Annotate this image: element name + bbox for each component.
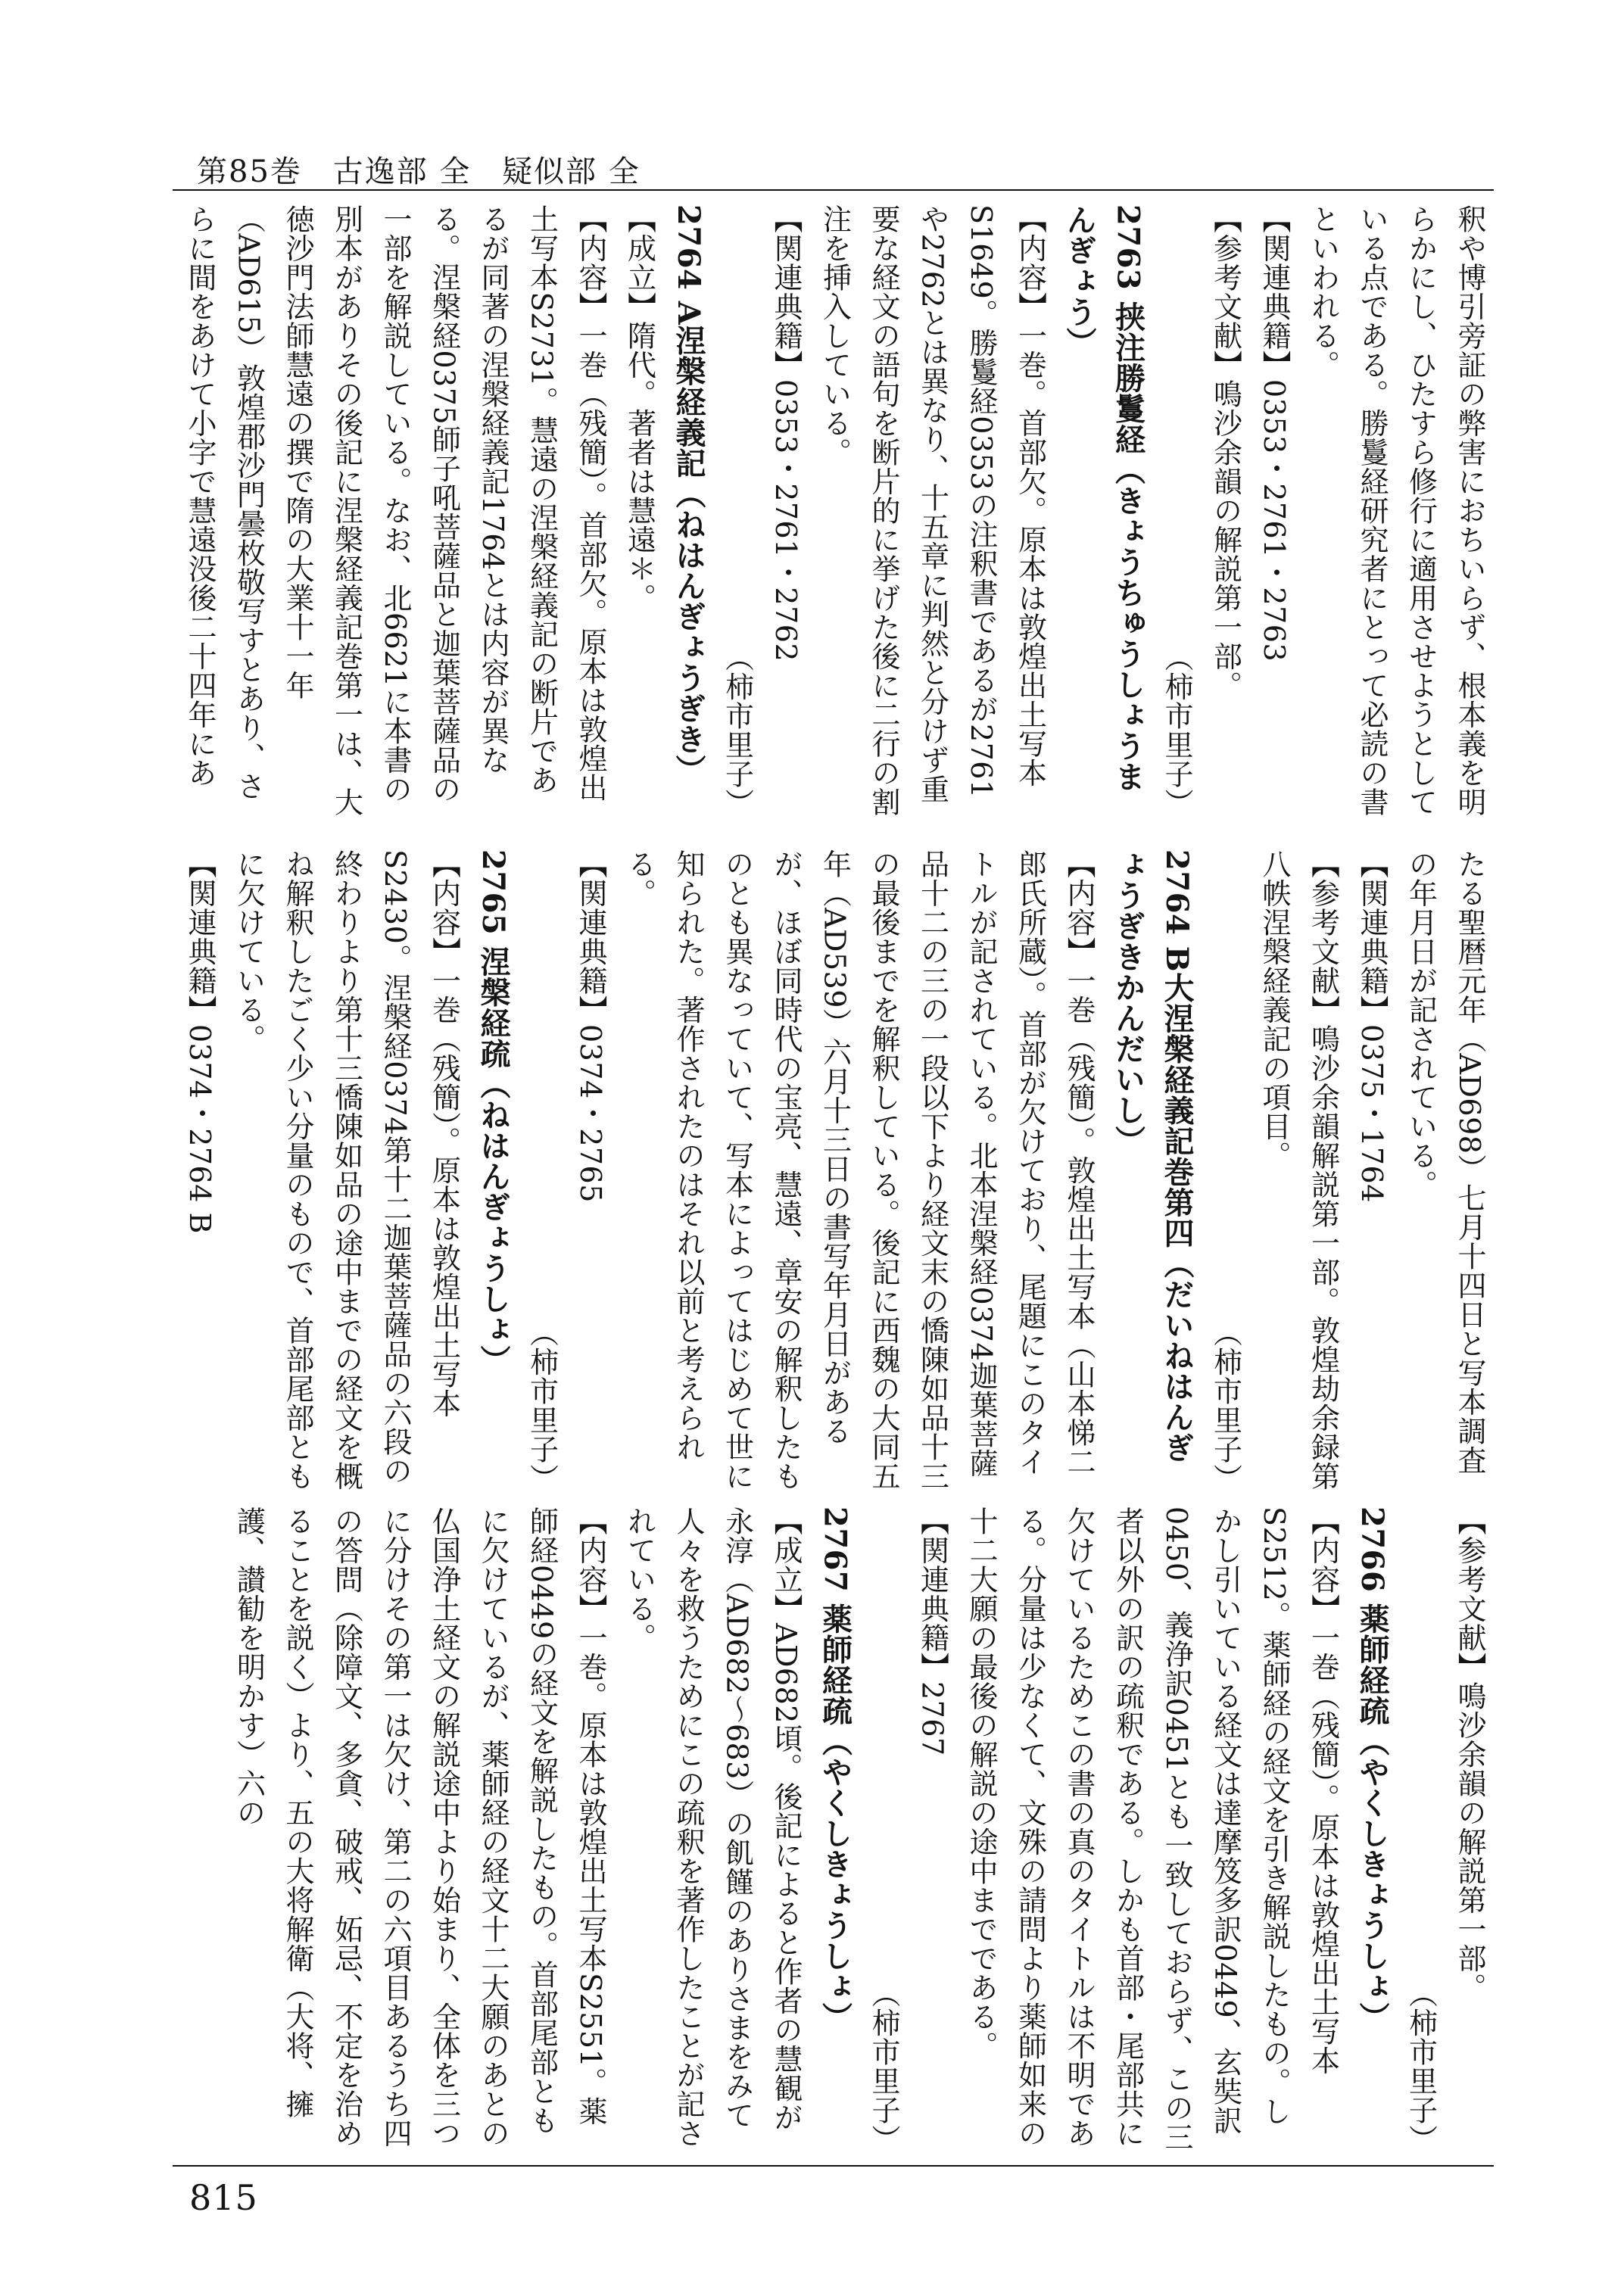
entry-paragraph: 【内容】一巻（残簡）。首部欠。原本は敦煌出土写本S2731。慧遠の涅槃経義記の断片であるが同著の涅槃経義記1764とは内容が異なる。涅槃経0375師子吼菩薩品と迦葉菩薩品の一部を解説している。なお、北6621に本書の別本がありその後記に涅槃経義記巻第一は、大徳沙門法師慧遠の撰で隋の大業十一年（AD615）敦煌郡沙門曇枚敬写すとあり、さらに間をあけて小字で慧遠没後二十四年にあ [183, 204, 607, 817]
entry-title: 2766 薬師経疏（やくしきょうしょ） [1354, 1506, 1390, 2033]
entry-paragraph: 【関連典籍】0374・2765 [574, 849, 607, 1203]
entry-paragraph: 【内容】一巻（残簡）。敦煌出土写本（山本悌二郎氏所蔵）。首部が欠けており、尾題にこのタイトルが記されている。北本涅槃経0374迦葉菩薩品十二の三の一段以下より経文末の憍陳如品十三の最後までを解釈している。後記に西魏の大同五年（AD539）六月十三日の書写年月日があるが、ほぼ同時代の宝亮、慧遠、章安の解釈したものとも異なっていて、写本によってはじめて世に知られた。著作されたのはそれ以前と考えられる。 [622, 849, 1096, 1491]
page-number: 815 [189, 2177, 258, 2218]
section-label-b: 疑似部 全 [502, 154, 641, 189]
entry-paragraph: 【内容】一巻。首部欠。原本は敦煌出土写本S1649。勝鬘経0353の注釈書であるが2761や2762とは異なり、十五章に判然と分けず重要な経文の語句を断片的に挙げた後に二行の割注を挿入している。 [818, 204, 1047, 817]
vertical-text-block [173, 1506, 1494, 2154]
entry-paragraph: たる聖暦元年（AD698）七月十四日と写本調査の年月日が記されている。 [1404, 849, 1486, 1475]
entry-paragraph: 【関連典籍】0375・1764 [1355, 849, 1389, 1203]
entry-paragraph: 【関連典籍】2767 [915, 1506, 949, 1756]
header-rule [173, 189, 1494, 191]
entry-paragraph: 【内容】一巻（残簡）。原本は敦煌出土写本S2430。涅槃経0374第十二迦葉菩薩品の六段の終わりより第十三憍陳如品の途中までの経文を概ね解釈したごく少い分量のもので、首部尾部ともに欠けている。 [232, 849, 461, 1491]
running-header [197, 148, 660, 191]
footer-rule [173, 2165, 1494, 2167]
text-band-bottom [173, 1506, 1494, 2154]
vertical-text-block [173, 849, 1494, 1493]
entry-paragraph: 【参考文献】鳴沙余韻解説第一部。敦煌劫余録第八帙涅槃経義記の項目。 [1258, 849, 1340, 1491]
entry-paragraph: 【関連典籍】0353・2761・2762 [769, 204, 803, 662]
entry-paragraph: 【成立】AD682頃。後記によると作者の慧観が永淳（AD682～683）の飢饉のありさまをみて人々を救うためにこの疏釈を著作したことが記されている。 [622, 1506, 803, 2148]
author-credit: （柿市里子） [525, 1318, 559, 1493]
author-credit: （柿市里子） [1208, 1318, 1242, 1493]
entry-paragraph: 【内容】一巻。原本は敦煌出土写本S2551。薬師経0449の経文を解説したもの。首部尾部ともに欠けているが、薬師経の経文十二大願のあとの仏国浄土経文の解説途中より始まり、全体を三つに分けその第一は欠け、第二の六項目あるうち四の答問（除障文、多貪、破戒、妬忌、不定を治めることを説く）より、五の大将解衛（大将、擁護、讃勧を明かす）六の [232, 1506, 607, 2148]
entry-title: 2765 涅槃経疏（ねはんぎょうしょ） [475, 849, 511, 1375]
entry-paragraph: 【参考文献】鳴沙余韻の解説第一部。 [1453, 1506, 1486, 2002]
entry-paragraph: 【関連典籍】0353・2761・2763 [1258, 204, 1291, 662]
entry-title: 2767 薬師経疏（やくしきょうしょ） [817, 1506, 853, 2033]
author-credit: （柿市里子） [1160, 643, 1193, 818]
entry-paragraph: 【内容】一巻（残簡）。原本は敦煌出土写本S2512。薬師経の経文を引き解説したもの。しかし引いている経文は達摩笈多訳0449、玄奘訳0450、義浄訳0451とも一致しておらず、この三者以外の訳の疏釈である。しかも首部・尾部共に欠けているためこの書の真のタイトルは不明である。分量は少なくて、文殊の請問より薬師如来の十二大願の最後の解説の途中までである。 [965, 1506, 1340, 2151]
entry-paragraph: 釈や博引旁証の弊害におちいらず、根本義を明らかにし、ひたすら修行に適用させようとしている点である。勝鬘経研究者にとって必読の書といわれる。 [1306, 204, 1486, 817]
entry-paragraph: 【参考文献】鳴沙余韻の解説第一部。 [1208, 204, 1242, 700]
author-credit: （柿市里子） [867, 1979, 900, 2154]
author-credit: （柿市里子） [1404, 1979, 1438, 2154]
entry-paragraph: 【関連典籍】0374・2764 B [183, 849, 217, 1234]
author-credit: （柿市里子） [720, 643, 754, 818]
entry-paragraph: 【成立】隋代。著者は慧遠＊。 [622, 204, 656, 612]
text-band-middle [173, 849, 1494, 1493]
text-band-top [173, 204, 1494, 818]
section-label-a: 古逸部 全 [332, 154, 472, 189]
entry-title: 2764 A涅槃経義記（ねはんぎょうぎき） [671, 204, 706, 785]
vertical-text-block [173, 204, 1494, 818]
entry-title: 2763 挟注勝鬘経（きょうちゅうしょうまんぎょう） [1061, 204, 1146, 792]
entry-title: 2764 B大涅槃経義記巻第四（だいねはんぎょうぎきかんだいし） [1110, 849, 1195, 1463]
volume-number: 第85巻 [197, 154, 302, 189]
